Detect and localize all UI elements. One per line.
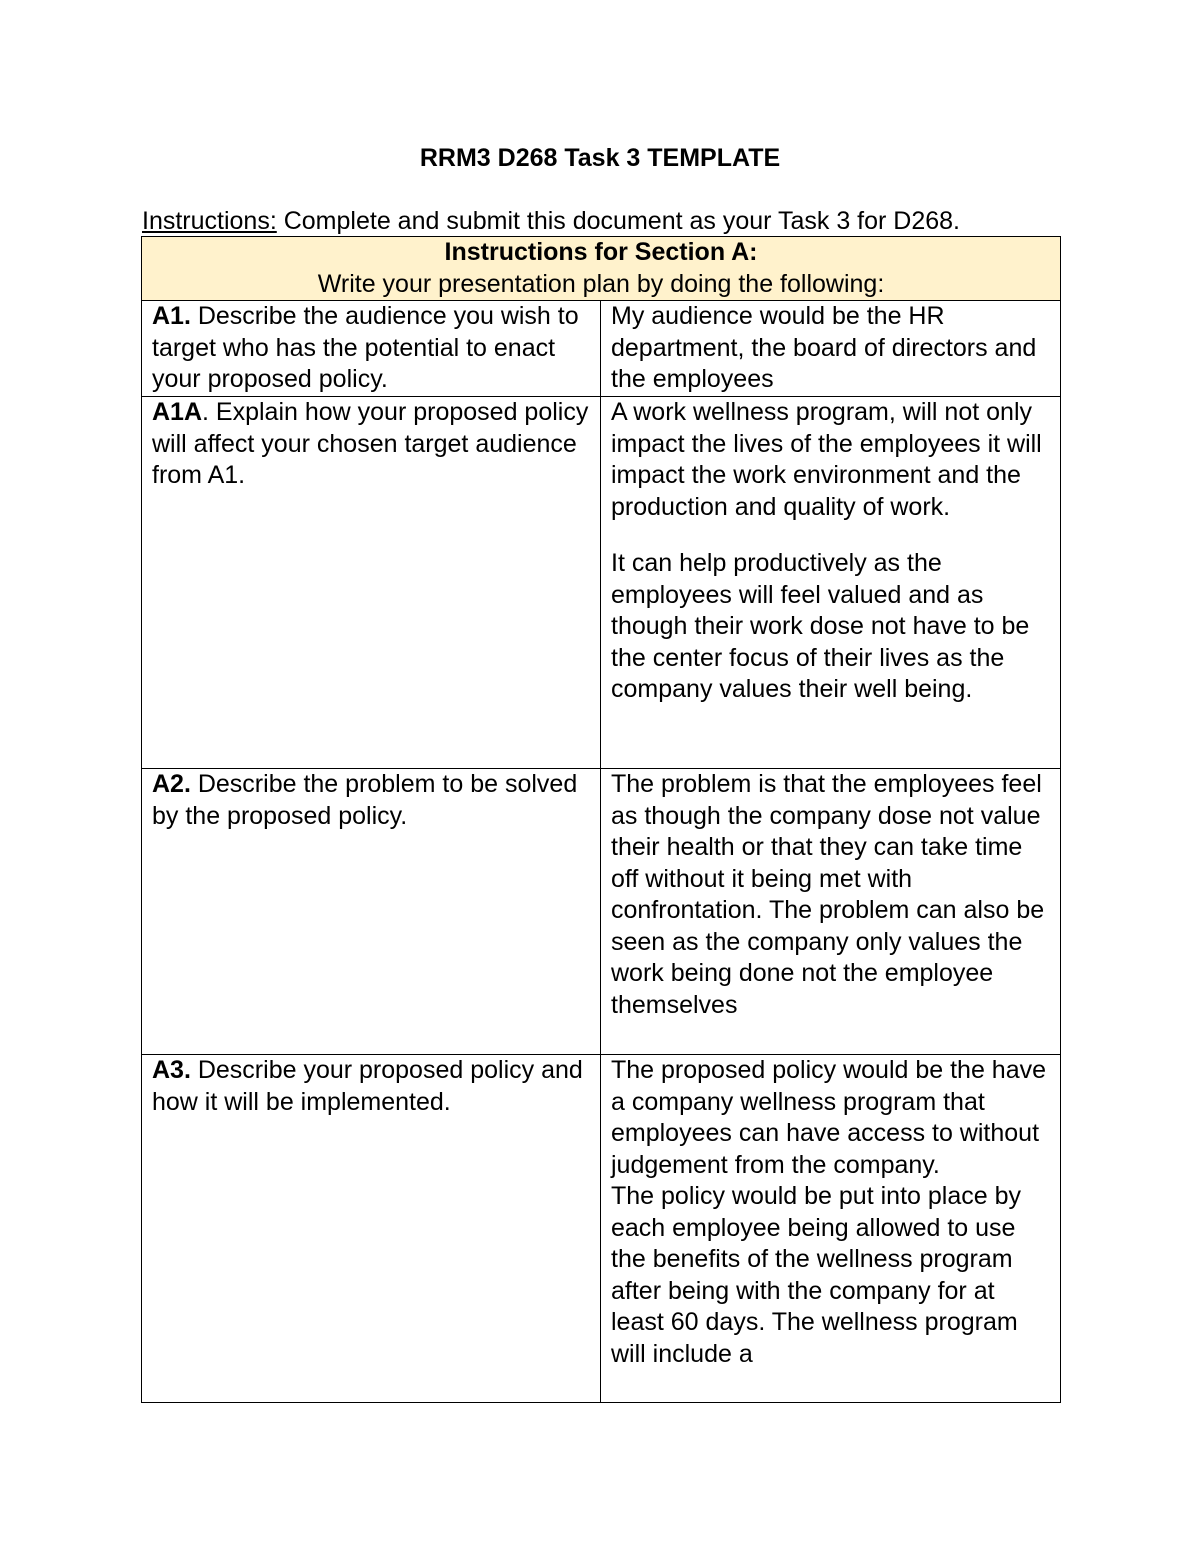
row-label: A1.	[152, 302, 191, 330]
response-paragraph: It can help productively as the employees will feel valued and as though their work dose not have to be the center focus of their lives as the company values their well being.	[611, 549, 1030, 703]
table-row	[142, 769, 1061, 1055]
response-paragraph: The proposed policy would be the have a company wellness program that employees can have access to without judgement from the company.	[611, 1056, 1047, 1179]
prompt-cell-a2	[142, 769, 601, 1055]
section-a-heading: Instructions for Section A:	[444, 238, 758, 266]
response-paragraph: The policy would be put into place by each employee being allowed to use the benefits of the wellness program after being with the company for at least 60 days. The wellness program will include a	[611, 1182, 1021, 1368]
instructions-text: Complete and submit this document as your Task 3 for D268.	[276, 207, 960, 235]
section-a-table	[141, 236, 1061, 1403]
row-prompt: . Explain how your proposed policy will affect your chosen target audience from A1.	[152, 398, 589, 489]
table-row	[142, 1055, 1061, 1403]
response-paragraph: My audience would be the HR department, the board of directors and the employees	[611, 302, 1037, 393]
response-cell-a3	[601, 1055, 1061, 1403]
row-label: A1A	[152, 398, 203, 426]
response-cell-a1a	[601, 397, 1061, 769]
response-paragraph: A work wellness program, will not only impact the lives of the employees it will impact the work environment and the production and quality of work.	[611, 398, 1042, 521]
row-label: A3.	[152, 1056, 191, 1084]
paragraph-gap	[611, 523, 1050, 548]
prompt-cell-a3	[142, 1055, 601, 1403]
instructions-label: Instructions:	[142, 207, 277, 235]
response-cell-a1	[601, 301, 1061, 397]
response-paragraph: The problem is that the employees feel as though the company dose not value their health or that they can take time off without it being met with confrontation. The problem can also be seen as the company only values the work being done not the employee themselves	[611, 770, 1045, 1019]
section-a-header-row	[142, 237, 1061, 301]
prompt-cell-a1a	[142, 397, 601, 769]
document-title: RRM3 D268 Task 3 TEMPLATE	[419, 144, 781, 172]
response-cell-a2	[601, 769, 1061, 1055]
section-a-subheading: Write your presentation plan by doing the following:	[317, 269, 885, 298]
row-label: A2.	[152, 770, 191, 798]
table-row	[142, 301, 1061, 397]
instructions-line	[142, 205, 960, 237]
row-prompt: Describe the audience you wish to target who has the potential to enact your proposed policy.	[152, 302, 579, 393]
section-a-header	[142, 237, 1061, 301]
row-prompt: Describe the problem to be solved by the proposed policy.	[152, 770, 578, 830]
prompt-cell-a1	[142, 301, 601, 397]
table-row	[142, 397, 1061, 769]
row-prompt: Describe your proposed policy and how it will be implemented.	[152, 1056, 583, 1116]
